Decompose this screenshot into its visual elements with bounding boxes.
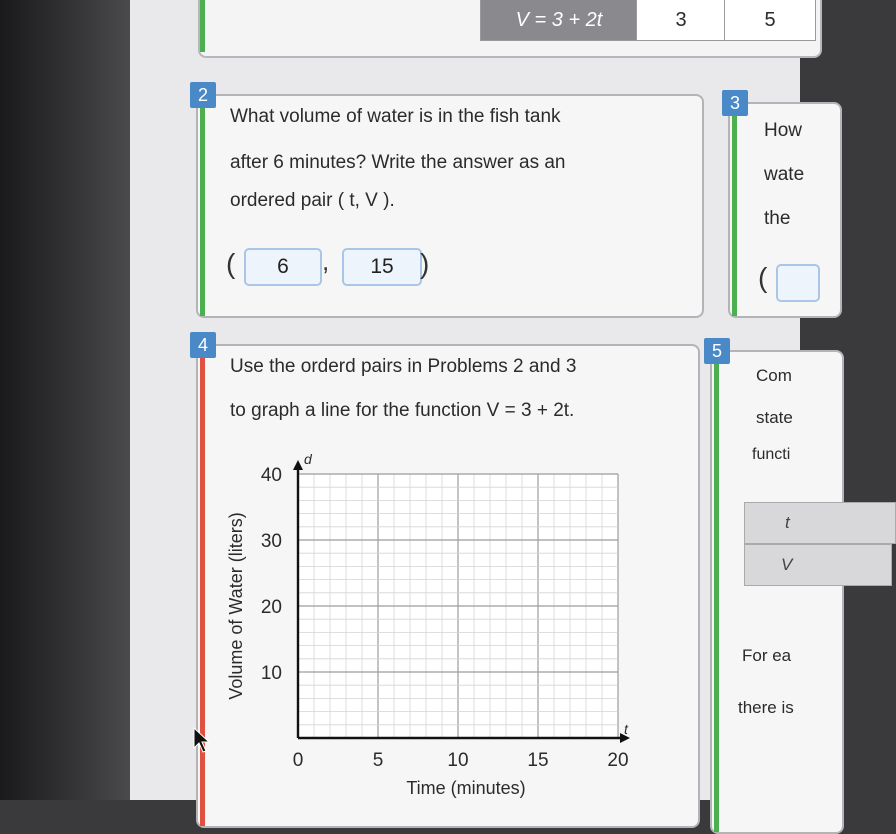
problem1-card <box>198 0 822 58</box>
monitor-bezel <box>0 0 130 800</box>
problem-number-badge: 2 <box>190 82 216 108</box>
comma: , <box>322 246 330 276</box>
open-paren: ( <box>226 248 236 279</box>
problem3-status-bar <box>732 104 737 316</box>
y-tick-label: 40 <box>260 465 282 486</box>
question-fragment: Com <box>756 366 792 385</box>
question-fragment: wate <box>764 164 805 185</box>
coordinate-graph[interactable] <box>214 442 684 802</box>
question-line: after 6 minutes? Write the answer as an <box>230 152 566 173</box>
table-row-v: V <box>744 544 892 586</box>
question-line: ordered pair ( t, V ). <box>230 190 395 211</box>
y-axis-arrow <box>293 460 303 470</box>
y-tick-label: 20 <box>260 597 282 618</box>
question-fragment: How <box>764 120 803 141</box>
problem4-card <box>196 334 700 828</box>
answer-input-t[interactable] <box>776 264 820 302</box>
question-fragment: For ea <box>742 646 792 665</box>
x-tick-label: 5 <box>372 750 384 771</box>
table-header-cell: V = 3 + 2t <box>480 0 638 41</box>
question-fragment: state <box>756 408 793 427</box>
x-tick-label: 15 <box>527 750 549 771</box>
problem1-status-bar <box>200 0 205 52</box>
problem-number-badge: 3 <box>722 90 748 116</box>
problem4-status-bar <box>200 346 205 826</box>
answer-input-t[interactable]: 6 <box>244 248 322 286</box>
x-tick-label: 20 <box>607 750 629 771</box>
problem5-status-bar <box>714 352 719 832</box>
question-fragment: the <box>764 208 791 229</box>
answer-input-v[interactable]: 15 <box>342 248 422 286</box>
question-line: to graph a line for the function V = 3 + 2t. <box>230 400 575 421</box>
x-tick-label: 0 <box>292 750 304 771</box>
question-line: What volume of water is in the fish tank <box>230 106 561 127</box>
problem2-card <box>196 84 704 318</box>
problem-number-badge: 5 <box>704 338 730 364</box>
question-fragment: there is <box>738 698 794 717</box>
problem3-card <box>728 92 842 318</box>
problem2-status-bar <box>200 96 205 316</box>
y-tick-label: 30 <box>260 531 282 552</box>
close-paren: ) <box>420 248 430 279</box>
table-cell[interactable]: 5 <box>724 0 816 41</box>
x-axis-variable: t <box>624 721 628 737</box>
question-fragment: functi <box>752 446 791 463</box>
table-cell[interactable]: 3 <box>636 0 726 41</box>
problem5-card <box>710 340 844 834</box>
problem-number-badge: 4 <box>190 332 216 358</box>
mouse-cursor-icon <box>192 726 212 754</box>
y-axis-variable: d <box>304 451 312 467</box>
question-line: Use the orderd pairs in Problems 2 and 3 <box>230 356 577 377</box>
y-axis-label: Volume of Water (liters) <box>226 512 246 700</box>
y-tick-label: 10 <box>260 663 282 684</box>
x-axis-label: Time (minutes) <box>406 778 526 798</box>
x-tick-label: 10 <box>447 750 469 771</box>
open-paren: ( <box>758 262 768 293</box>
table-row-t: t <box>744 502 896 544</box>
